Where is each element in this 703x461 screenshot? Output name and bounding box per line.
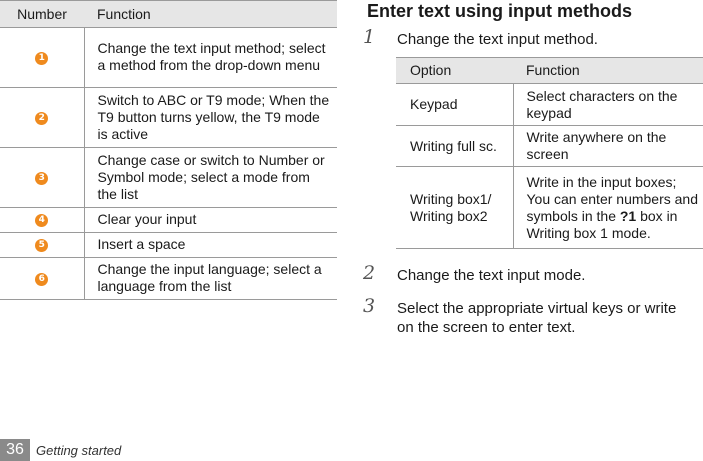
table-row	[396, 84, 703, 126]
function-text-end: box in Writing box 1 mode.	[526, 207, 678, 241]
step-number: 1	[363, 26, 376, 48]
row-description: Change the input language; select a language from the list	[84, 258, 337, 300]
row-description: Clear your input	[84, 208, 337, 233]
section-label: Getting started	[36, 443, 122, 458]
table-row	[396, 126, 703, 167]
number-badge: 4	[35, 214, 48, 227]
table-row	[0, 233, 337, 258]
function-text-start: Write in the input boxes; You can enter numbers and symbols in the	[526, 173, 698, 224]
step-text: Select the appropriate virtual keys or write on the screen to enter text.	[397, 300, 677, 336]
step-number: 3	[363, 295, 376, 317]
function-table-header	[0, 1, 337, 28]
section-title: Enter text using input methods	[367, 1, 633, 21]
table-row	[396, 167, 703, 249]
number-column-header: Number	[0, 1, 84, 28]
page-number: 36	[0, 439, 30, 461]
number-badge: 3	[35, 172, 48, 185]
row-description: Switch to ABC or T9 mode; When the T9 button turns yellow, the T9 mode is active	[84, 88, 337, 148]
table-row	[0, 258, 337, 300]
function-cell: Select characters on the keypad	[513, 84, 703, 126]
row-description: Insert a space	[84, 233, 337, 258]
function-cell: Write anywhere on the screen	[513, 126, 703, 167]
input-method-table	[396, 57, 703, 249]
number-badge: 2	[35, 112, 48, 125]
table-row	[0, 148, 337, 208]
function-column-header: Function	[513, 58, 703, 84]
row-description: Change case or switch to Number or Symbol mode; select a mode from the list	[84, 148, 337, 208]
function-cell	[513, 167, 703, 249]
input-method-table-header	[396, 58, 703, 84]
function-column-header: Function	[84, 1, 337, 28]
option-cell: Keypad	[396, 84, 513, 126]
table-row	[0, 208, 337, 233]
key-label: ?1	[619, 207, 637, 224]
row-description: Change the text input method; select a method from the drop-down menu	[84, 28, 337, 88]
option-column-header: Option	[396, 58, 513, 84]
number-badge: 6	[35, 273, 48, 286]
step-text: Change the text input method.	[397, 31, 598, 48]
step-number: 2	[363, 262, 376, 284]
step-text: Change the text input mode.	[397, 267, 586, 284]
option-cell: Writing box1/ Writing box2	[396, 167, 513, 249]
table-row	[0, 28, 337, 88]
table-row	[0, 88, 337, 148]
number-badge: 1	[35, 52, 48, 65]
function-table	[0, 0, 337, 300]
number-badge: 5	[35, 239, 48, 252]
option-cell: Writing full sc.	[396, 126, 513, 167]
